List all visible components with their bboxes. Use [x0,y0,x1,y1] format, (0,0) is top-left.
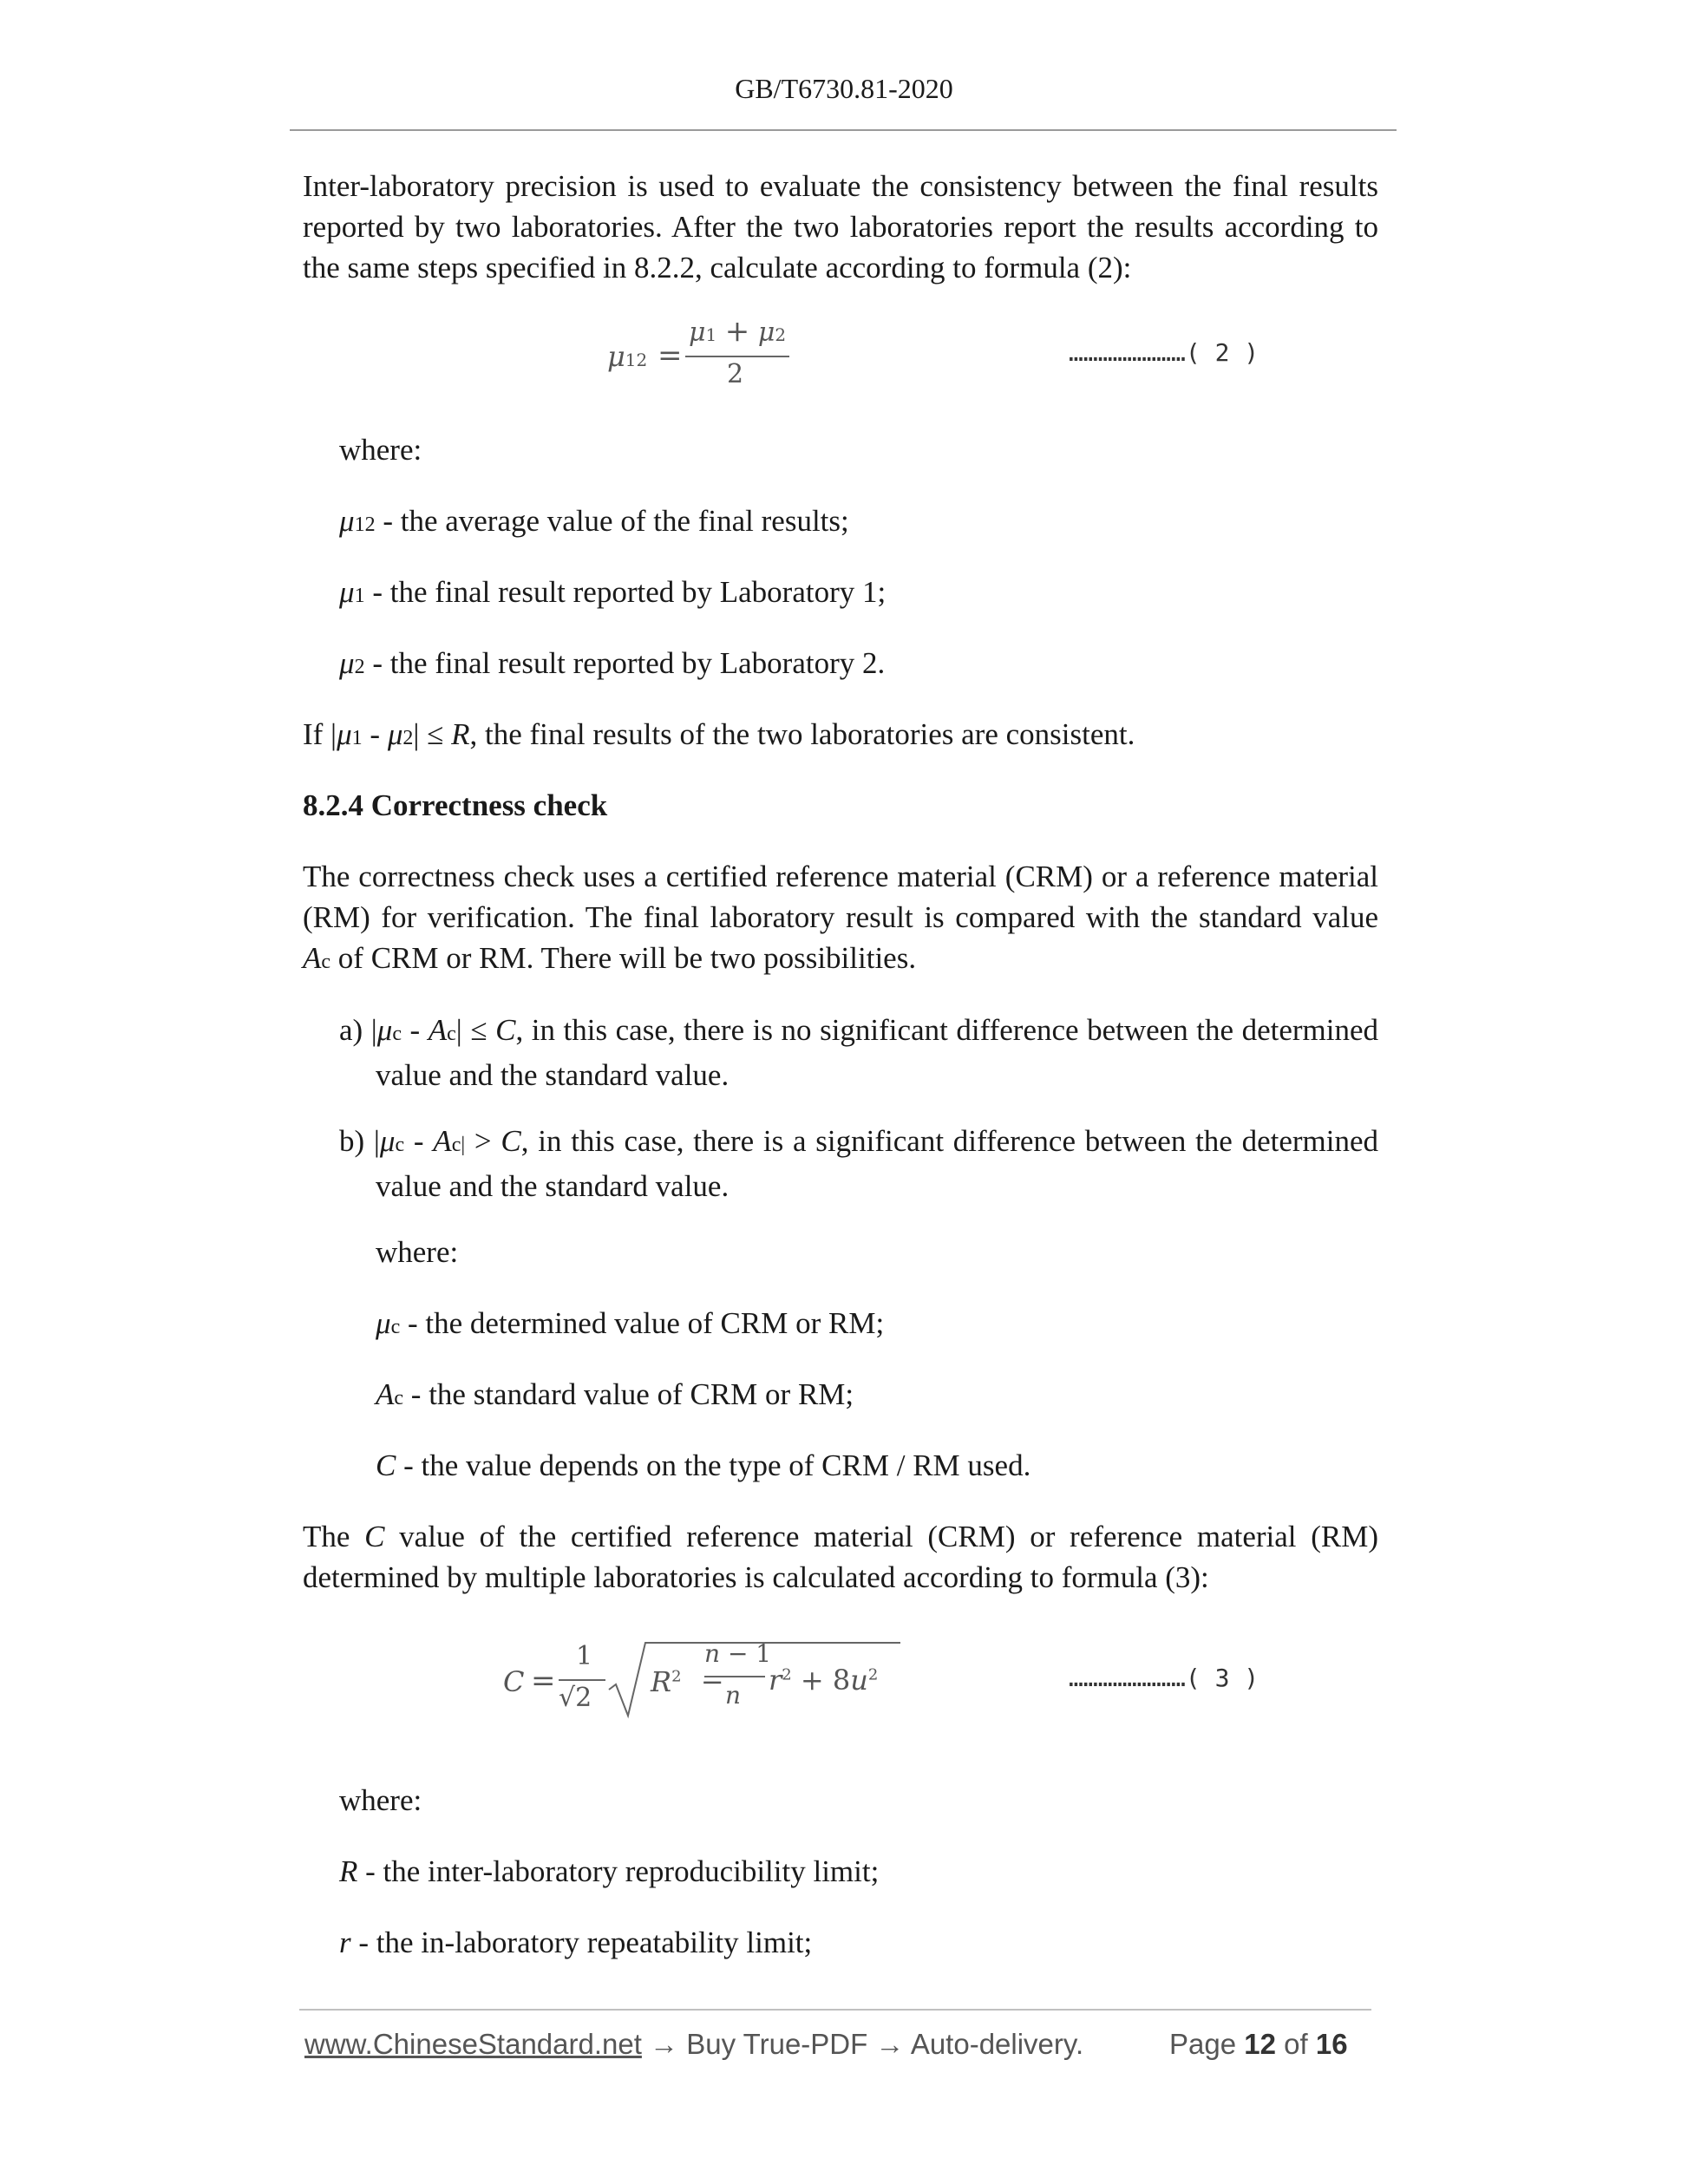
case-a-line-2: value and the standard value. [376,1058,730,1092]
formula-3-equals: = [531,1664,556,1698]
footer-tagline: → Buy True-PDF → Auto-delivery. [641,2028,1084,2060]
header-divider [290,129,1397,131]
consistency-statement: If |μ1 - μ2| ≤ R, the final results of the two laboratories are consistent. [303,717,1135,751]
document-code: GB/T6730.81-2020 [735,73,953,104]
section-heading: 8.2.4 Correctness check [303,788,608,822]
formula-3-inner-fraction-bar [704,1676,765,1677]
where-label-2: where: [376,1235,459,1269]
formula-3 [503,1639,902,1726]
definition-mu12: μ12 - the average value of the final results; [339,504,849,538]
formula-2-fraction-bar [685,356,789,357]
footer-left [304,2028,1083,2061]
formula-3-sqrt2: √2 [559,1683,592,1713]
correctness-line-1: The correctness check uses a certified reference material (CRM) or a reference material [303,860,1378,893]
case-a [339,1010,1378,1095]
definition-r: r - the in-laboratory repeatability limit; [339,1926,813,1959]
formula-3-R-term: $R^2$ − [651,1665,724,1698]
where-label-1: where: [339,433,422,467]
cvalue-line-2: determined by multiple laboratories is calculated according to formula (3): [303,1560,1209,1594]
formula-2-equals: = [658,338,683,373]
formula-2-number: ……………………( 2 ) [1069,338,1259,367]
definition-mu1: μ1 - the final result reported by Laboratory 1; [339,575,887,609]
formula-3-number: ……………………( 3 ) [1069,1664,1259,1692]
page-number: 12 [1244,2028,1276,2060]
site-link[interactable]: www.ChineseStandard.net [304,2028,642,2060]
formula-2 [607,314,798,396]
where-label-3: where: [339,1783,422,1817]
footer-divider [299,2009,1371,2011]
case-a-line-1: a) |μc - Ac| ≤ C, in this case, there is no significant difference between the determined [339,1013,1379,1047]
formula-3-numerator-one: 1 [576,1641,593,1671]
intro-line-2: reported by two laboratories. After the two laboratories report the results according to [303,210,1378,244]
correctness-line-3: Ac of CRM or RM. There will be two possibilities. [303,941,917,975]
case-b-line-2: value and the standard value. [376,1169,730,1203]
case-b [339,1121,1378,1206]
correctness-line-2: (RM) for verification. The final laboratory result is compared with the standard value [303,900,1378,934]
formula-2-lhs: μ12 [607,340,648,373]
page-total: 16 [1315,2028,1348,2060]
definition-mu2: μ2 - the final result reported by Laboratory 2. [339,646,886,680]
definition-C: C - the value depends on the type of CRM / RM used. [376,1448,1031,1482]
case-b-line-1: b) |μc - Ac| > C, in this case, there is a significant difference between the determined [339,1124,1379,1158]
formula-3-inner-numerator: n − 1 [704,1639,772,1668]
formula-3-inner-denominator: n [725,1681,742,1710]
definition-Ac: Ac - the standard value of CRM or RM; [376,1377,854,1411]
formula-3-fraction-bar [559,1679,605,1681]
formula-3-lhs: C [503,1665,525,1698]
page-indicator: Page 12 of 16 [1169,2028,1348,2060]
intro-paragraph [303,166,1378,288]
definition-R: R - the inter-laboratory reproducibility limit; [339,1854,880,1888]
formula-3-tail: $r^2 + 8u^2$ [769,1664,879,1697]
intro-line-3: the same steps specified in 8.2.2, calculate according to formula (2): [303,251,1132,284]
formula-2-numerator: μ1 + μ2 [689,314,787,349]
cvalue-line-1: The C value of the certified reference material (CRM) or reference material (RM) [303,1520,1378,1553]
definition-muc: μc - the determined value of CRM or RM; [376,1306,885,1340]
formula-2-denominator: 2 [727,359,744,389]
correctness-paragraph [303,856,1378,983]
intro-line-1: Inter-laboratory precision is used to evaluate the consistency between the final results [303,169,1378,203]
cvalue-paragraph [303,1516,1378,1598]
